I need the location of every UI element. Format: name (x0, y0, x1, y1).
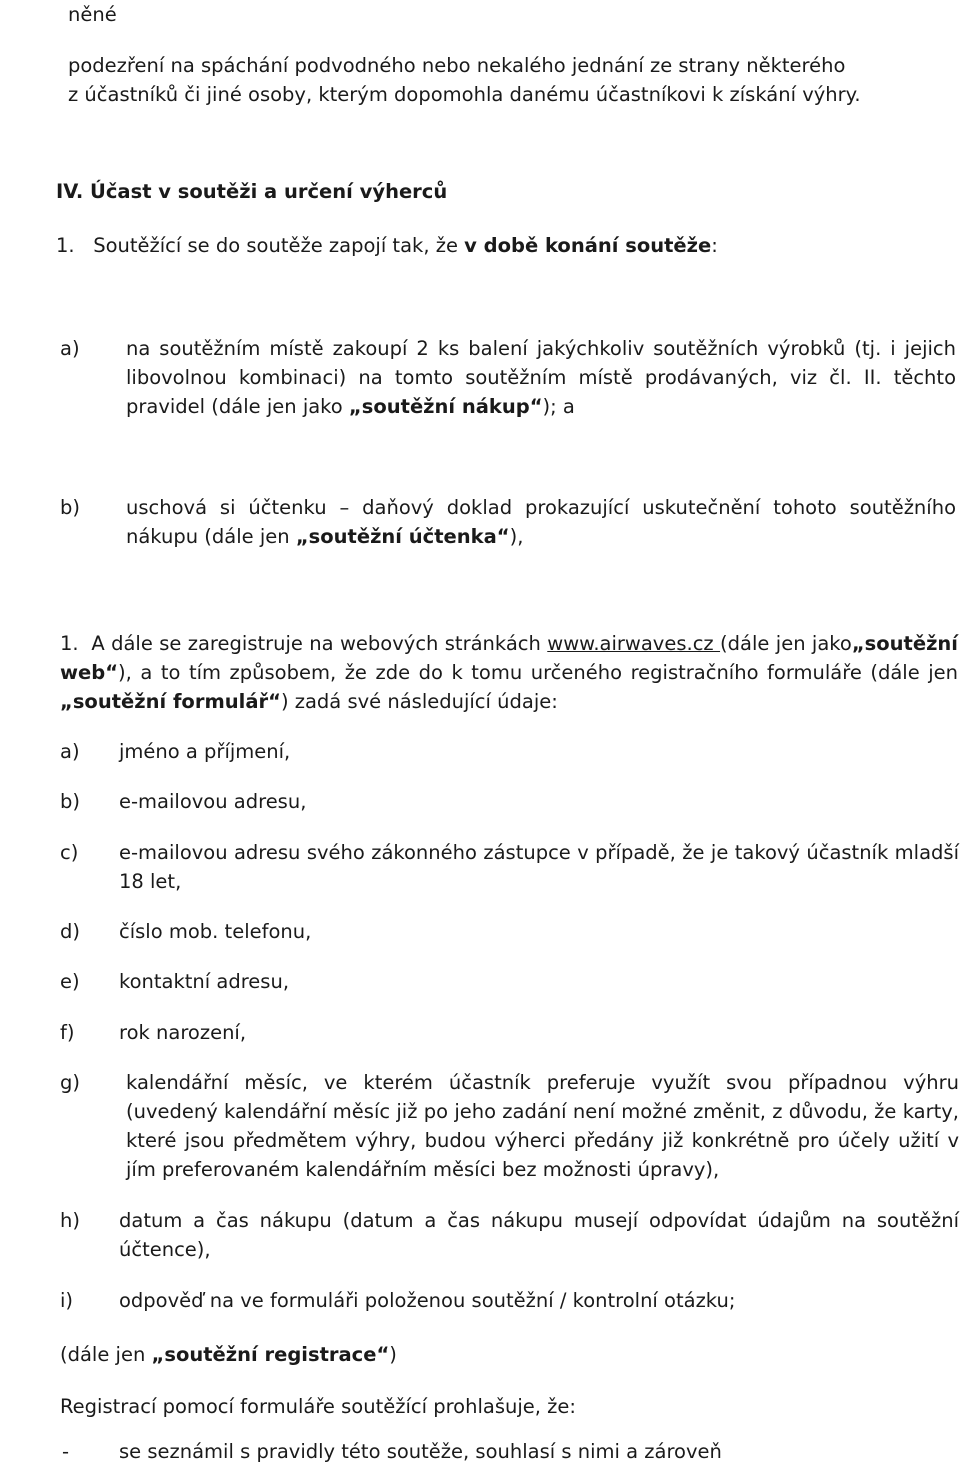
dash-item-label: - (62, 1440, 70, 1463)
list-item (60, 1068, 960, 1184)
list-item-label: i) (60, 1289, 74, 1312)
item-b (60, 493, 960, 551)
paragraph-2 (60, 629, 960, 716)
defined-term: „soutěžní web“ (60, 632, 958, 684)
list-item (60, 917, 960, 946)
list-item-label: e) (60, 970, 80, 993)
list-item-text: jméno a příjmení, (119, 740, 291, 763)
list-item-label: b) (60, 790, 80, 813)
list-item (60, 787, 960, 816)
defined-term: „soutěžní registrace“ (151, 1343, 390, 1366)
item-b-label: b) (60, 496, 80, 519)
website-link[interactable]: www.airwaves.cz (547, 632, 721, 655)
intro-line-2: z účastníků či jiné osoby, kterým dopomohla danému účastníkovi k získání výhry. (68, 83, 861, 106)
list-item (60, 838, 960, 896)
list-item-text: datum a čas nákupu (datum a čas nákupu musejí odpovídat údajům na soutěžní účtence), (119, 1209, 959, 1261)
item-b-text: uschová si účtenku – daňový doklad prokazující uskutečnění tohoto soutěžního nákupu (dále jen „soutěžní účtenka“), (126, 496, 956, 548)
defined-term: „soutěžní účtenka“ (295, 525, 510, 548)
paragraph-2-text: 1. A dále se zaregistruje na webových stránkách www.airwaves.cz (dále jen jako„soutěžní web“), a to tím způsobem, že zde do k tomu určeného registračního formuláře (dále jen „soutěžní formulář“) zadá své následující údaje: (60, 632, 958, 713)
list-item-label: c) (60, 841, 79, 864)
list-item (60, 737, 960, 766)
declaration: Registrací pomocí formuláře soutěžící prohlašuje, že: (60, 1395, 576, 1418)
list-item-text: odpověď na ve formuláři položenou soutěžní / kontrolní otázku; (119, 1289, 736, 1312)
list-item-label: a) (60, 740, 80, 763)
defined-term: „soutěžní nákup“ (348, 395, 543, 418)
section-heading: IV. Účast v soutěži a určení výherců (56, 180, 448, 203)
paragraph-1-number: 1. (56, 234, 75, 257)
list-item-label: f) (60, 1021, 75, 1044)
registration-note: (dále jen „soutěžní registrace“) (60, 1343, 397, 1366)
list-item (60, 1206, 960, 1264)
list-item-text: e-mailovou adresu, (119, 790, 307, 813)
list-item-text: e-mailovou adresu svého zákonného zástupce v případě, že je takový účastník mladší 18 let, (119, 841, 959, 893)
list-item-label: d) (60, 920, 80, 943)
top-fragment: něné (68, 3, 117, 26)
list-item (60, 1018, 960, 1047)
list-item-text: rok narození, (119, 1021, 247, 1044)
paragraph-2-number: 1. (60, 632, 79, 655)
list-item-text: kontaktní adresu, (119, 970, 290, 993)
item-a (60, 334, 960, 421)
item-a-text: na soutěžním místě zakoupí 2 ks balení jakýchkoliv soutěžních výrobků (tj. i jejich libovolnou kombinaci) na tomto soutěžním místě prodávaných, viz čl. II. těchto pravidel (dále jen jako „soutěžní nákup“); a (126, 337, 956, 418)
dash-item (62, 1437, 960, 1466)
paragraph-1: 1. Soutěžící se do soutěže zapojí tak, že v době konání soutěže: (56, 234, 718, 257)
intro-paragraph (68, 51, 948, 109)
dash-item-text: se seznámil s pravidly této soutěže, souhlasí s nimi a zároveň (119, 1440, 722, 1463)
intro-line-1: podezření na spáchání podvodného nebo nekalého jednání ze strany některého (68, 54, 846, 77)
list-item (60, 967, 960, 996)
defined-term: „soutěžní formulář“ (60, 690, 281, 713)
item-a-label: a) (60, 337, 80, 360)
list-item-text: číslo mob. telefonu, (119, 920, 312, 943)
list-item-label: h) (60, 1209, 80, 1232)
emphasis: v době konání soutěže (464, 234, 712, 257)
list-item-label: g) (60, 1071, 80, 1094)
list-item (60, 1286, 960, 1315)
list-item-text: kalendářní měsíc, ve kterém účastník preferuje využít svou případnou výhru (uvedený kalendářní měsíc již po jeho zadání není možné změnit, z důvodu, že karty, které jsou předmětem výhry, budou výherci předány již konkrétně pro účely užití v jím preferovaném kalendářním měsíci bez možnosti úpravy), (126, 1071, 959, 1181)
